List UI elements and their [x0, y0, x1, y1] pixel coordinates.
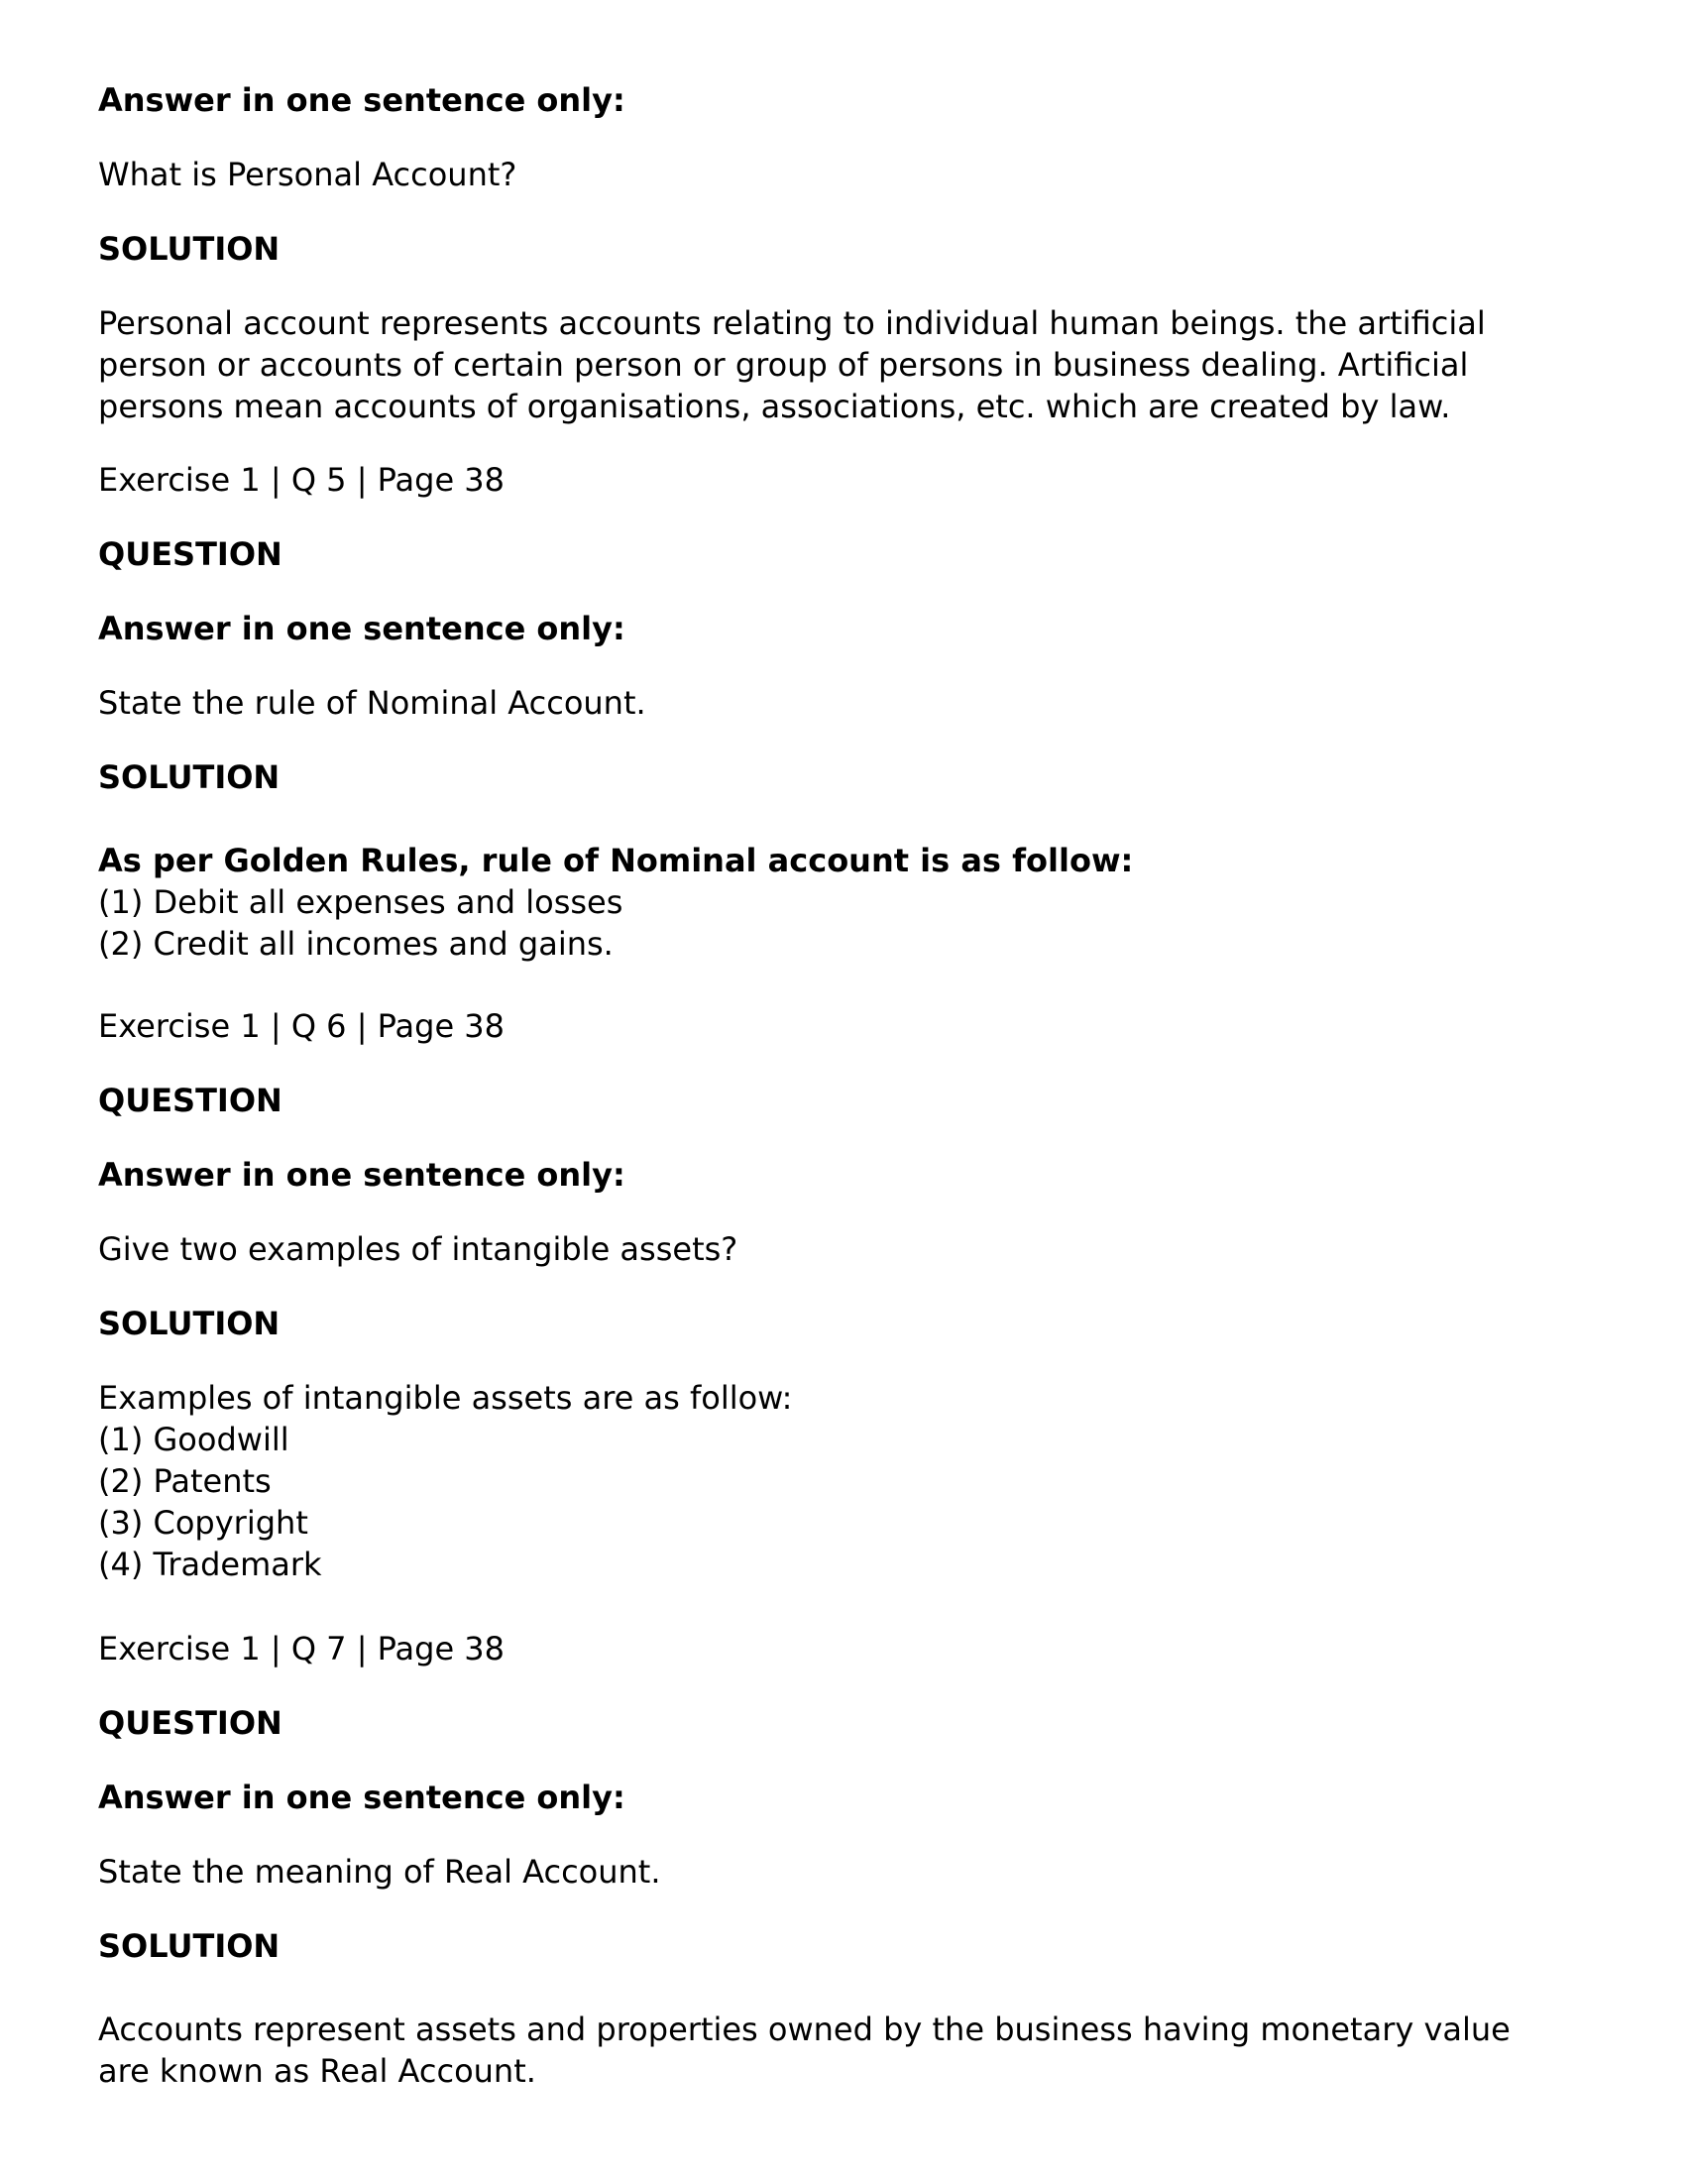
answer-line: are known as Real Account.: [98, 2052, 536, 2090]
exercise-reference: Exercise 1 | Q 5 | Page 38: [98, 461, 506, 499]
answer-line: (1) Debit all expenses and losses: [98, 883, 623, 921]
question-heading: QUESTION: [98, 1082, 282, 1119]
question-text: Give two examples of intangible assets?: [98, 1230, 738, 1268]
solution-heading: SOLUTION: [98, 758, 281, 796]
question-text: What is Personal Account?: [98, 156, 517, 193]
question-text: State the meaning of Real Account.: [98, 1853, 661, 1891]
solution-answer: [98, 1377, 792, 1585]
answer-line: (2) Credit all incomes and gains.: [98, 925, 614, 963]
prompt-heading: Answer in one sentence only:: [98, 1156, 625, 1194]
answer-line: Personal account represents accounts relating to individual human beings. the artificial: [98, 304, 1486, 342]
exercise-reference: Exercise 1 | Q 6 | Page 38: [98, 1007, 506, 1045]
prompt-heading: Answer in one sentence only:: [98, 1779, 625, 1816]
answer-line: (4) Trademark: [98, 1546, 322, 1583]
solution-answer: [98, 302, 1486, 427]
answer-line: persons mean accounts of organisations, associations, etc. which are created by law.: [98, 388, 1451, 425]
prompt-heading: Answer in one sentence only:: [98, 81, 625, 119]
solution-answer: [98, 2009, 1511, 2092]
answer-line: person or accounts of certain person or group of persons in business dealing. Artificial: [98, 346, 1469, 384]
solution-heading: SOLUTION: [98, 1305, 281, 1342]
question-heading: QUESTION: [98, 1704, 282, 1742]
prompt-heading: Answer in one sentence only:: [98, 610, 625, 647]
question-text: State the rule of Nominal Account.: [98, 684, 646, 722]
answer-line: (2) Patents: [98, 1462, 272, 1500]
answer-title: As per Golden Rules, rule of Nominal account is as follow:: [98, 842, 1134, 879]
solution-heading: SOLUTION: [98, 1927, 281, 1965]
solution-heading: SOLUTION: [98, 230, 281, 268]
answer-line: (3) Copyright: [98, 1504, 308, 1542]
exercise-reference: Exercise 1 | Q 7 | Page 38: [98, 1630, 506, 1667]
answer-line: Accounts represent assets and properties owned by the business having monetary value: [98, 2011, 1511, 2048]
solution-answer: [98, 840, 1133, 965]
question-heading: QUESTION: [98, 535, 282, 573]
answer-line: Examples of intangible assets are as follow:: [98, 1379, 793, 1417]
answer-line: (1) Goodwill: [98, 1421, 289, 1458]
